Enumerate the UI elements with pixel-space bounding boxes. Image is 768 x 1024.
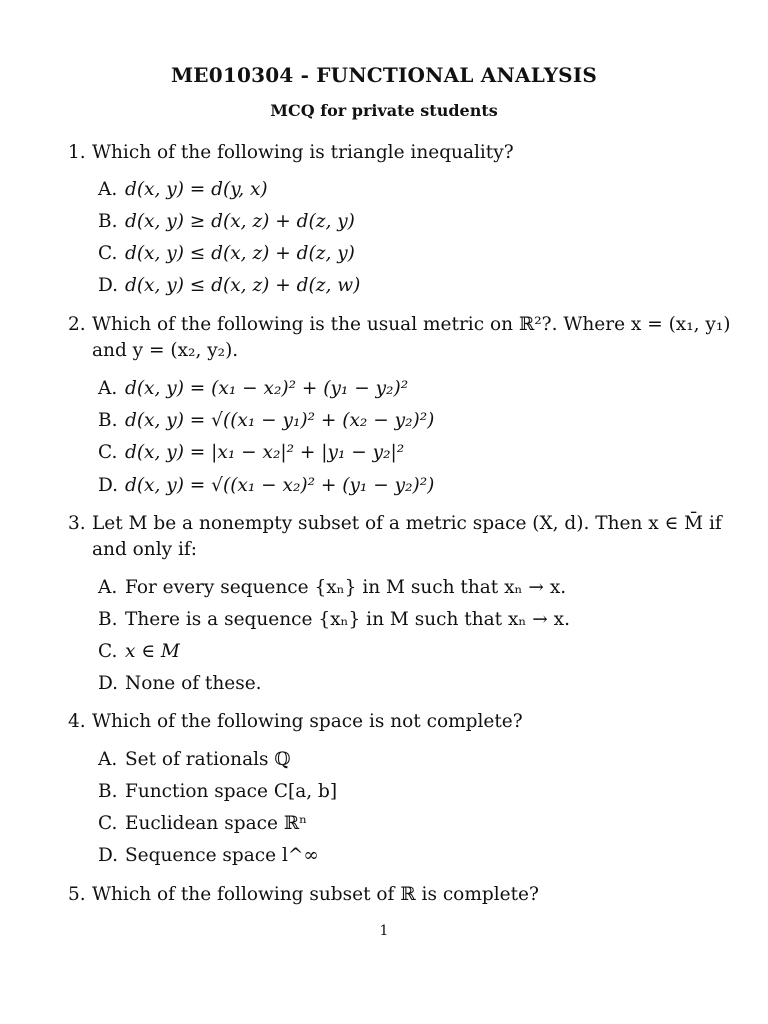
question-4 (68, 709, 734, 735)
option-label: B. (98, 410, 118, 431)
option-1a (98, 177, 268, 203)
question-number: 3. (68, 513, 86, 534)
option-3b (98, 607, 570, 633)
option-label: B. (98, 609, 118, 630)
question-3 (68, 511, 734, 563)
option-2a (98, 376, 408, 402)
question-number: 1. (68, 142, 86, 163)
question-text: Which of the following is the usual metric on ℝ²?. Where x = (x₁, y₁) (92, 314, 731, 335)
option-label: D. (98, 673, 119, 694)
option-text: d(x, y) ≥ d(x, z) + d(z, y) (125, 211, 355, 232)
option-label: B. (98, 781, 118, 802)
option-text: There is a sequence {xₙ} in M such that xₙ → x. (125, 609, 570, 630)
question-text: Which of the following subset of ℝ is complete? (92, 884, 539, 905)
option-label: A. (98, 577, 118, 598)
option-text: Function space C[a, b] (125, 781, 338, 802)
option-text: d(x, y) = d(y, x) (125, 179, 268, 200)
option-text: Set of rationals ℚ (125, 749, 291, 770)
question-5 (68, 882, 734, 908)
option-label: C. (98, 641, 118, 662)
question-text-continued: and y = (x₂, y₂). (92, 340, 239, 361)
option-1b (98, 209, 355, 235)
option-4d (98, 843, 319, 869)
question-text: Which of the following is triangle inequality? (92, 142, 514, 163)
question-number: 4. (68, 711, 86, 732)
option-label: B. (98, 211, 118, 232)
option-1d (98, 273, 360, 299)
option-text: x ∈ M (125, 641, 180, 662)
option-label: A. (98, 179, 118, 200)
option-label: C. (98, 243, 118, 264)
option-1c (98, 241, 355, 267)
option-text: d(x, y) ≤ d(x, z) + d(z, y) (125, 243, 355, 264)
option-2b (98, 408, 434, 434)
option-text: For every sequence {xₙ} in M such that xₙ → x. (125, 577, 567, 598)
option-text: Euclidean space ℝⁿ (125, 813, 308, 834)
question-1 (68, 140, 734, 166)
page-subtitle: MCQ for private students (270, 101, 498, 120)
option-text: d(x, y) = √((x₁ − y₁)² + (x₂ − y₂)²) (125, 410, 435, 431)
option-text: None of these. (125, 673, 262, 694)
option-text: d(x, y) = (x₁ − x₂)² + (y₁ − y₂)² (125, 378, 409, 399)
option-3d (98, 671, 262, 697)
option-label: A. (98, 749, 118, 770)
page-number: 1 (379, 923, 389, 939)
option-text: d(x, y) = |x₁ − x₂|² + |y₁ − y₂|² (125, 442, 405, 463)
option-label: D. (98, 475, 119, 496)
option-label: D. (98, 845, 119, 866)
option-text: d(x, y) = √((x₁ − x₂)² + (y₁ − y₂)²) (125, 475, 435, 496)
option-label: C. (98, 442, 118, 463)
option-text: d(x, y) ≤ d(x, z) + d(z, w) (125, 275, 361, 296)
question-text: Which of the following space is not complete? (92, 711, 523, 732)
option-4b (98, 779, 337, 805)
question-2 (68, 312, 734, 364)
option-label: C. (98, 813, 118, 834)
option-2d (98, 473, 434, 499)
question-number: 2. (68, 314, 86, 335)
option-text: Sequence space l^∞ (125, 845, 319, 866)
option-label: D. (98, 275, 119, 296)
question-text: Let M be a nonempty subset of a metric space (X, d). Then x ∈ M̄ if (92, 513, 722, 534)
option-2c (98, 440, 404, 466)
option-4c (98, 811, 307, 837)
question-number: 5. (68, 884, 86, 905)
option-label: A. (98, 378, 118, 399)
option-3a (98, 575, 566, 601)
question-text-continued: and only if: (92, 539, 197, 560)
option-3c (98, 639, 180, 665)
page-title: ME010304 - FUNCTIONAL ANALYSIS (170, 63, 598, 87)
option-4a (98, 747, 291, 773)
